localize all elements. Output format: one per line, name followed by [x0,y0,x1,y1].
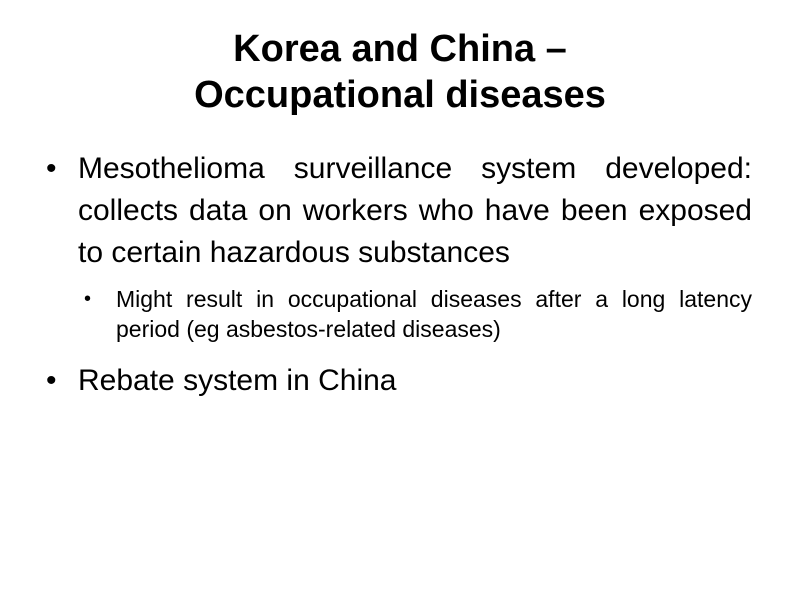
slide-title [0,26,800,118]
sub-bullet-text: Might result in occupational diseases after a long latency period (eg asbestos-related diseases) [116,286,752,342]
slide-content [40,148,752,402]
bullet-marker: • [46,364,57,397]
bullet-text: Rebate system in China [78,364,397,397]
sub-bullet-item-latency [78,284,752,344]
bullet-marker: • [46,152,57,185]
sub-bullet-marker: • [84,288,92,310]
title-line-1: Korea and China – [233,28,567,70]
bullet-item-mesothelioma [40,148,752,274]
bullet-item-rebate [40,360,752,402]
bullet-text: Mesothelioma surveillance system developed: collects data on workers who have been exposed to certain hazardous substances [78,152,752,269]
title-line-2: Occupational diseases [194,74,606,116]
